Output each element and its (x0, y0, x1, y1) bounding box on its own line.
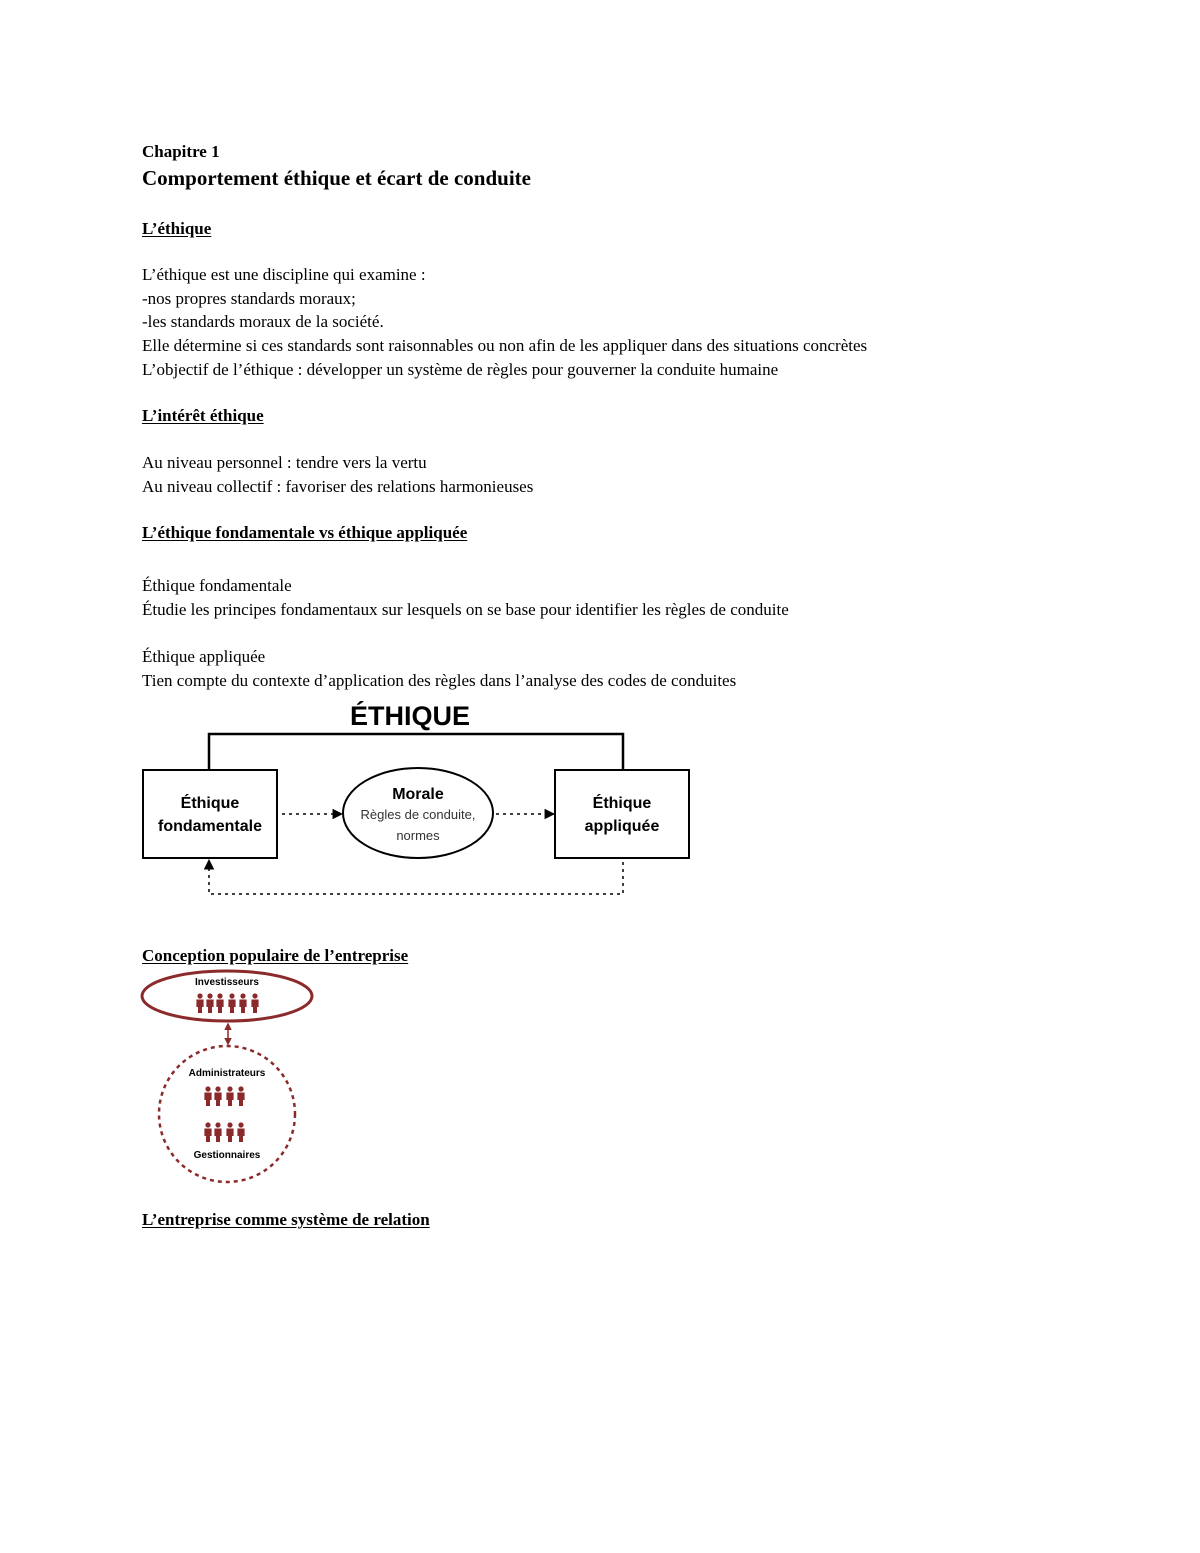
diagram-title: ÉTHIQUE (349, 701, 471, 731)
paragraph-line: L’éthique est une discipline qui examine : (142, 265, 426, 284)
right-box-label-2: appliquée (584, 818, 660, 835)
app-description: Tien compte du contexte d’application des règles dans l’analyse des codes de conduites (142, 671, 737, 690)
center-sub-2: normes (396, 828, 440, 843)
paragraph-line: Au niveau collectif : favoriser des relations harmonieuses (142, 477, 534, 496)
section-heading-fond-vs-app: L’éthique fondamentale vs éthique appliquée (142, 523, 468, 542)
management-circle (159, 1046, 295, 1182)
paragraph-line: Elle détermine si ces standards sont raisonnables ou non afin de les appliquer dans des situations concrètes (142, 336, 868, 355)
left-box (143, 770, 277, 858)
fond-description: Étudie les principes fondamentaux sur lesquels on se base pour identifier les règles de conduite (142, 600, 789, 619)
right-box-label-1: Éthique (592, 795, 652, 812)
left-box-label-1: Éthique (180, 795, 240, 812)
ethique-diagram (130, 695, 710, 905)
managers-label: Gestionnaires (193, 1150, 261, 1161)
connector-bracket (209, 734, 623, 770)
investors-label: Investisseurs (195, 977, 259, 988)
feedback-arrow (209, 860, 623, 894)
paragraph-line: -les standards moraux de la société. (142, 312, 384, 331)
paragraph-line: -nos propres standards moraux; (142, 289, 356, 308)
left-box-label-2: fondamentale (157, 818, 263, 835)
section-heading-conception: Conception populaire de l’entreprise (142, 946, 409, 965)
paragraph-line: Au niveau personnel : tendre vers la vertu (142, 453, 427, 472)
center-title: Morale (392, 786, 444, 803)
chapter-label: Chapitre 1 (142, 142, 220, 161)
section-heading-ethique: L’éthique (142, 219, 212, 238)
center-sub-1: Règles de conduite, (360, 807, 476, 822)
enterprise-diagram (135, 968, 320, 1190)
section-heading-systeme: L’entreprise comme système de relation (142, 1210, 430, 1229)
fond-title: Éthique fondamentale (142, 576, 292, 595)
app-title: Éthique appliquée (142, 647, 266, 666)
section-heading-interet: L’intérêt éthique (142, 406, 264, 425)
chapter-title: Comportement éthique et écart de conduite (142, 166, 531, 190)
paragraph-line: L’objectif de l’éthique : développer un système de règles pour gouverner la conduite humaine (142, 360, 779, 379)
admins-label: Administrateurs (188, 1068, 266, 1079)
right-box (555, 770, 689, 858)
